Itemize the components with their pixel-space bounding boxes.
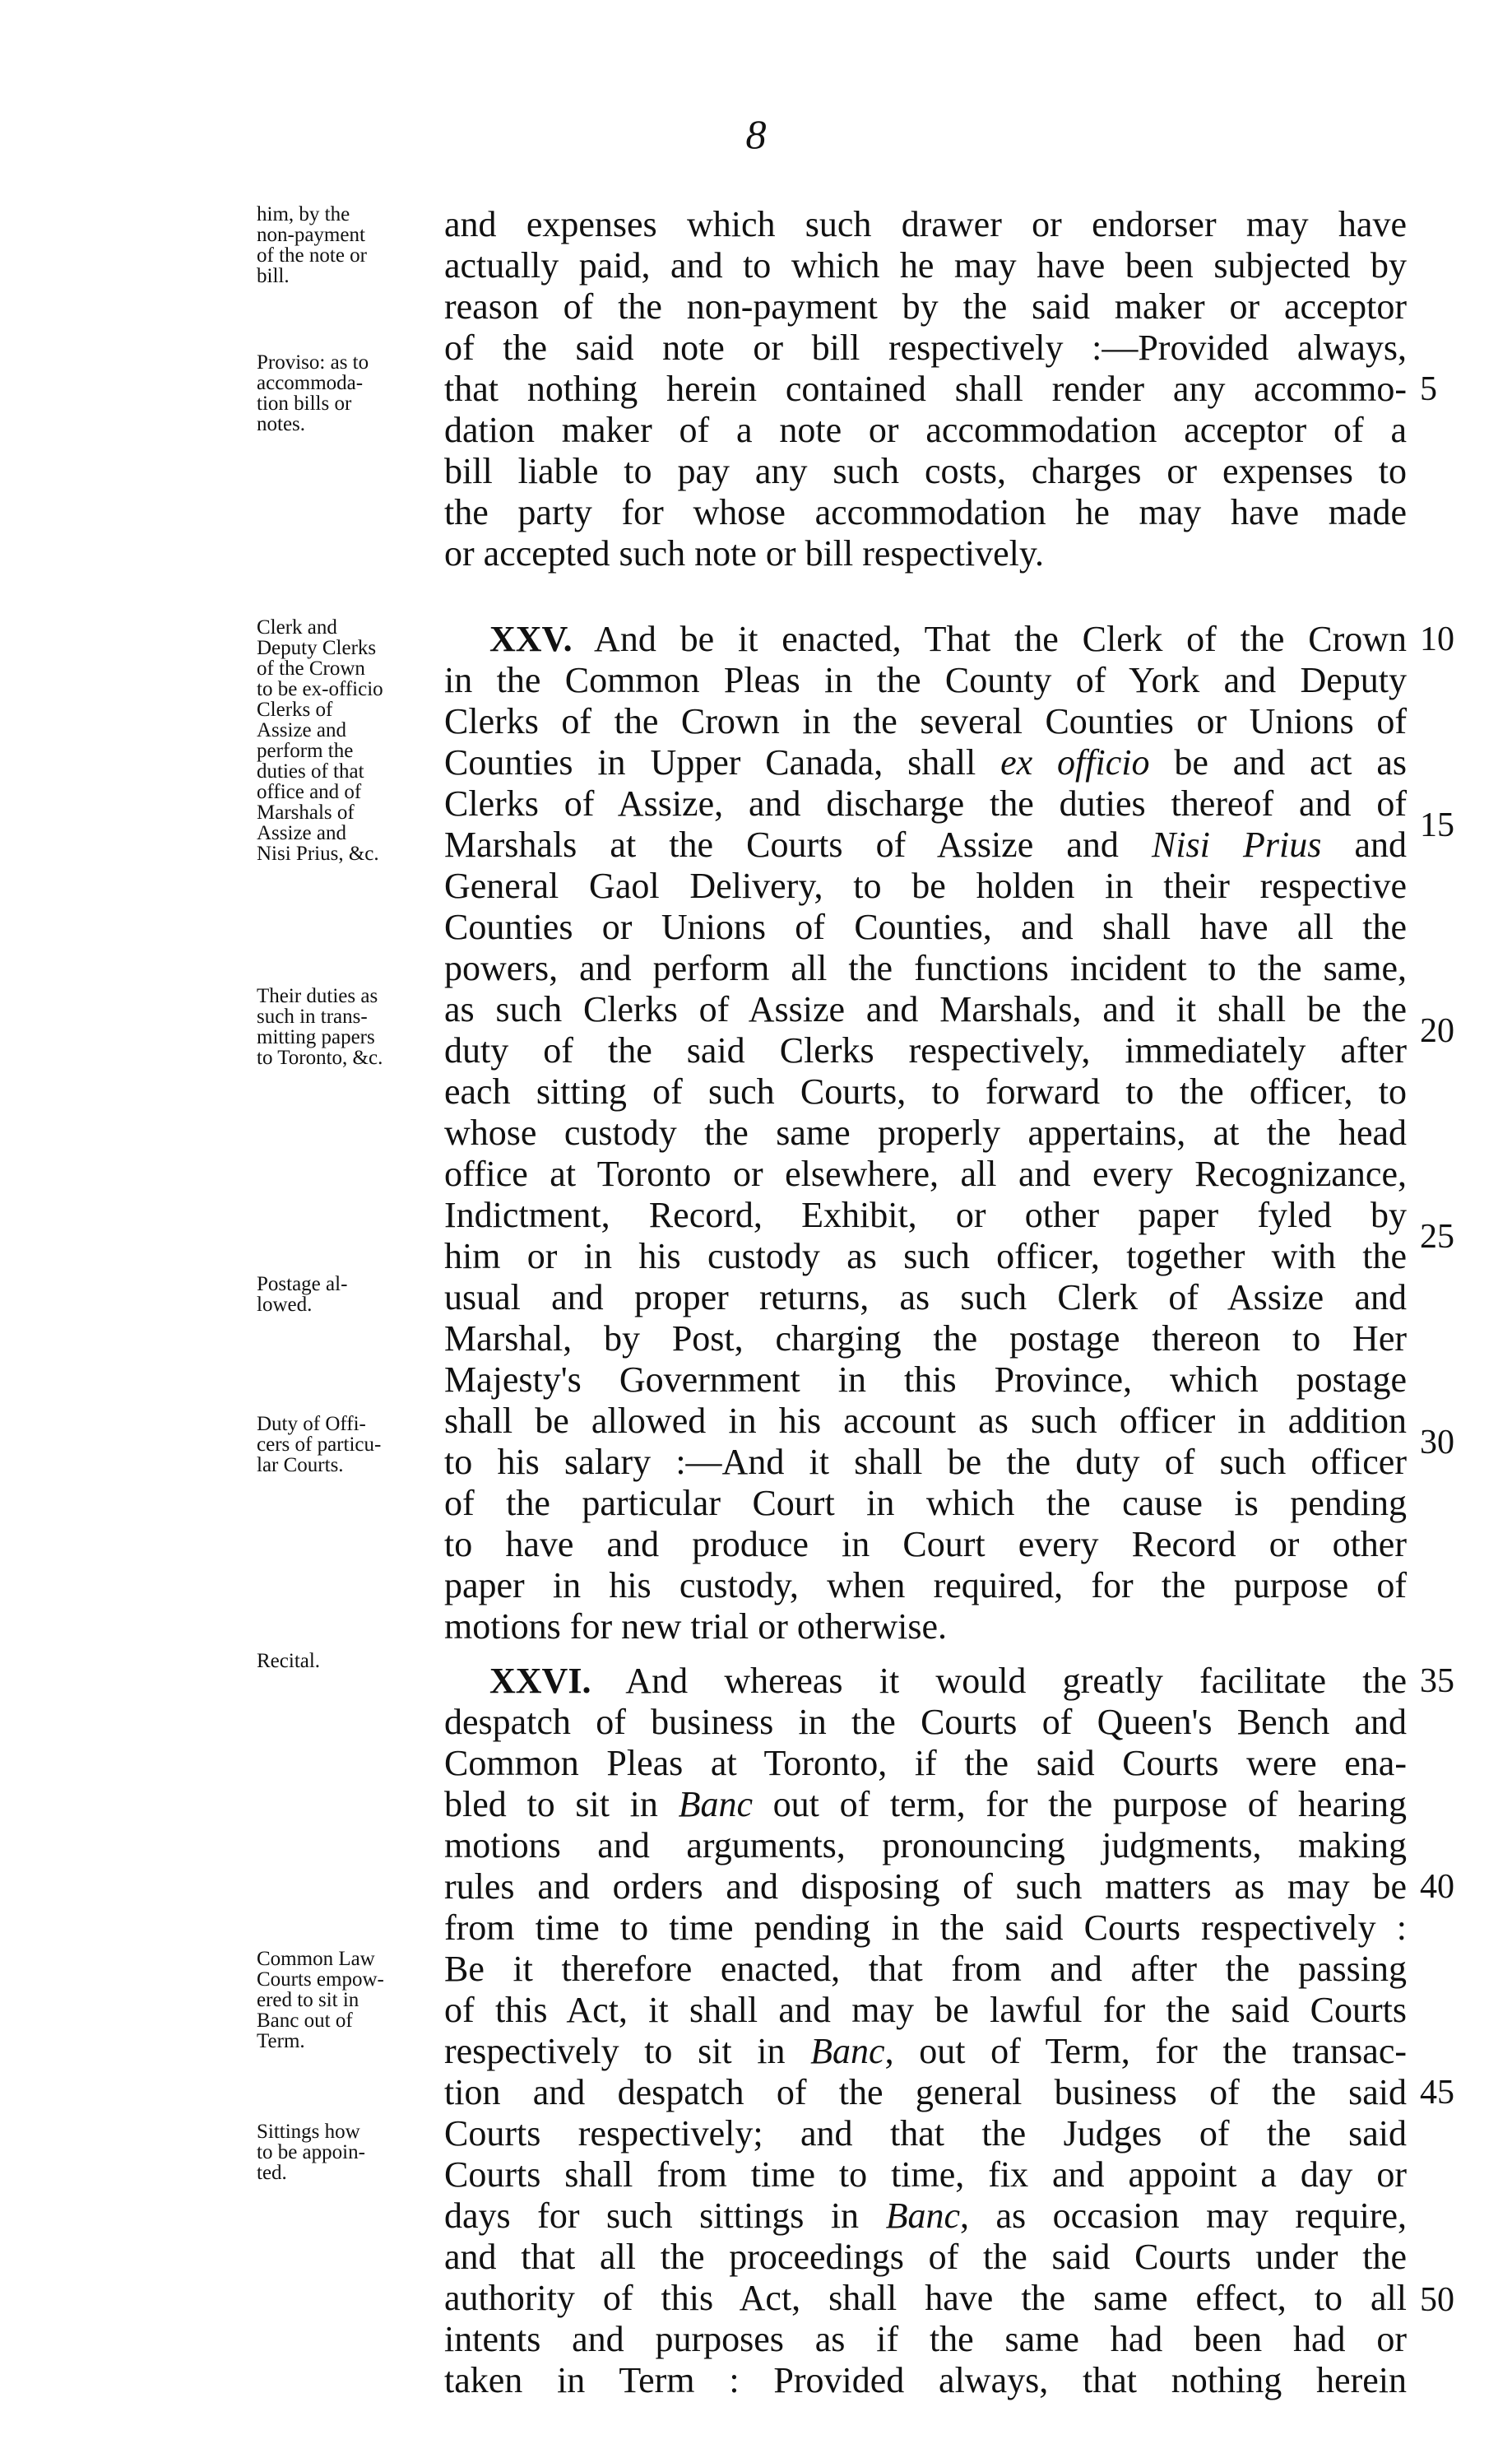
text-line: paper in his custody, when required, for the purpose of [444, 1565, 1407, 1605]
text-line: of the particular Court in which the cause is pending [444, 1483, 1407, 1523]
text-line: Marshal, by Post, charging the postage thereon to Her [444, 1318, 1407, 1359]
text-line: and that all the proceedings of the said Courts under the [444, 2237, 1407, 2277]
margin-note-duty-officers: Duty of Offi- cers of particu- lar Courts. [257, 1413, 382, 1476]
margin-note-duties: Their duties as such in trans- mitting papers to Toronto, &c. [257, 985, 383, 1069]
text-line: taken in Term : Provided always, that nothing herein [444, 2360, 1407, 2400]
text-line: that nothing herein contained shall render any accommo- [444, 369, 1407, 409]
text-line: Clerks of the Crown in the several Counties or Unions of [444, 701, 1407, 741]
text-line: or accepted such note or bill respectively. [444, 533, 1044, 574]
text-line: each sitting of such Courts, to forward to the officer, to [444, 1071, 1407, 1112]
margin-note-recital: Recital. [257, 1650, 321, 1672]
text-line: powers, and perform all the functions incident to the same, [444, 948, 1407, 988]
text-line: days for such sittings in Banc, as occasion may require, [444, 2195, 1407, 2236]
margin-note-proviso: Proviso: as to accommoda- tion bills or notes. [257, 351, 369, 435]
line-number-10: 10 [1420, 620, 1454, 658]
text-line: bled to sit in Banc out of term, for the purpose of hearing [444, 1784, 1407, 1824]
text-line: duty of the said Clerks respectively, immediately after [444, 1030, 1407, 1071]
text-line: reason of the non-payment by the said maker or acceptor [444, 286, 1407, 327]
text-line: Be it therefore enacted, that from and after the passing [444, 1949, 1407, 1989]
text-line: the party for whose accommodation he may have made [444, 492, 1407, 532]
line-number-30: 30 [1420, 1424, 1454, 1461]
margin-note-sittings: Sittings how to be appoin- ted. [257, 2121, 365, 2184]
line-number-20: 20 [1420, 1012, 1454, 1050]
text-line: Counties in Upper Canada, shall ex officio be and act as [444, 742, 1407, 783]
line-number-35: 35 [1420, 1662, 1454, 1700]
text-line: bill liable to pay any such costs, charges or expenses to [444, 451, 1407, 491]
text-line-section-xxvi: XXVI. And whereas it would greatly facilitate the [489, 1661, 1408, 1701]
text-line: despatch of business in the Courts of Queen's Bench and [444, 1702, 1407, 1742]
text-line: actually paid, and to which he may have been subjected by [444, 245, 1407, 286]
text-line: motions for new trial or otherwise. [444, 1606, 947, 1647]
text-line: in the Common Pleas in the County of York and Deputy [444, 660, 1407, 700]
text-line: to have and produce in Court every Record or other [444, 1524, 1407, 1564]
section-number-xxv: XXV. [489, 619, 573, 659]
text-line: as such Clerks of Assize and Marshals, and it shall be the [444, 989, 1407, 1029]
text-line: respectively to sit in Banc, out of Term, for the transac- [444, 2031, 1407, 2071]
text-line: Marshals at the Courts of Assize and Nisi Prius and [444, 825, 1408, 865]
text-line: him or in his custody as such officer, together with the [444, 1236, 1407, 1276]
line-number-40: 40 [1420, 1868, 1454, 1906]
text-line: motions and arguments, pronouncing judgments, making [444, 1825, 1407, 1866]
margin-note-non-payment: him, by the non-payment of the note or bill. [257, 203, 367, 287]
text-line: and expenses which such drawer or endorser may have [444, 204, 1407, 244]
text-line: whose custody the same properly appertains, at the head [444, 1113, 1407, 1153]
line-number-5: 5 [1420, 370, 1437, 408]
text-line: General Gaol Delivery, to be holden in their respective [444, 866, 1407, 906]
line-number-50: 50 [1420, 2281, 1454, 2319]
text-line: Clerks of Assize, and discharge the duties thereof and of [444, 783, 1407, 824]
text-line: intents and purposes as if the same had been had or [444, 2319, 1407, 2359]
margin-note-clerks-assize: Clerk and Deputy Clerks of the Crown to be ex-officio Clerks of Assize and perform the duties of that office and of Marshals of Assize and Nisi Prius, &c. [257, 616, 383, 865]
margin-note-common-law-courts: Common Law Courts empow- ered to sit in Banc out of Term. [257, 1948, 384, 2052]
text-line: of the said note or bill respectively :—Provided always, [444, 328, 1407, 368]
text-line: rules and orders and disposing of such matters as may be [444, 1866, 1407, 1907]
text-line: shall be allowed in his account as such officer in addition [444, 1401, 1407, 1441]
text-line: to his salary :—And it shall be the duty of such officer [444, 1442, 1407, 1482]
text-line: Courts respectively; and that the Judges of the said [444, 2113, 1407, 2154]
margin-note-postage: Postage al- lowed. [257, 1273, 348, 1316]
text-line: tion and despatch of the general business of the said [444, 2072, 1407, 2112]
text-line: office at Toronto or elsewhere, all and every Recognizance, [444, 1154, 1407, 1194]
text-line: Common Pleas at Toronto, if the said Courts were ena- [444, 1743, 1407, 1783]
text-line: Courts shall from time to time, fix and appoint a day or [444, 2154, 1407, 2195]
page-number: 8 [745, 111, 767, 157]
text-line: of this Act, it shall and may be lawful for the said Courts [444, 1990, 1407, 2030]
text-line: Counties or Unions of Counties, and shall have all the [444, 907, 1407, 947]
text-line: dation maker of a note or accommodation acceptor of a [444, 410, 1407, 450]
text-line-section-xxv: XXV. And be it enacted, That the Clerk of the Crown [489, 619, 1407, 659]
text-line: Majesty's Government in this Province, which postage [444, 1359, 1407, 1400]
line-number-45: 45 [1420, 2074, 1454, 2112]
text-line: from time to time pending in the said Courts respectively : [444, 1907, 1407, 1948]
line-number-15: 15 [1420, 806, 1454, 844]
line-number-25: 25 [1420, 1218, 1454, 1256]
text-line: usual and proper returns, as such Clerk of Assize and [444, 1277, 1407, 1317]
text-line: Indictment, Record, Exhibit, or other paper fyled by [444, 1195, 1407, 1235]
section-number-xxvi: XXVI. [489, 1661, 591, 1701]
text-line: authority of this Act, shall have the same effect, to all [444, 2278, 1407, 2318]
